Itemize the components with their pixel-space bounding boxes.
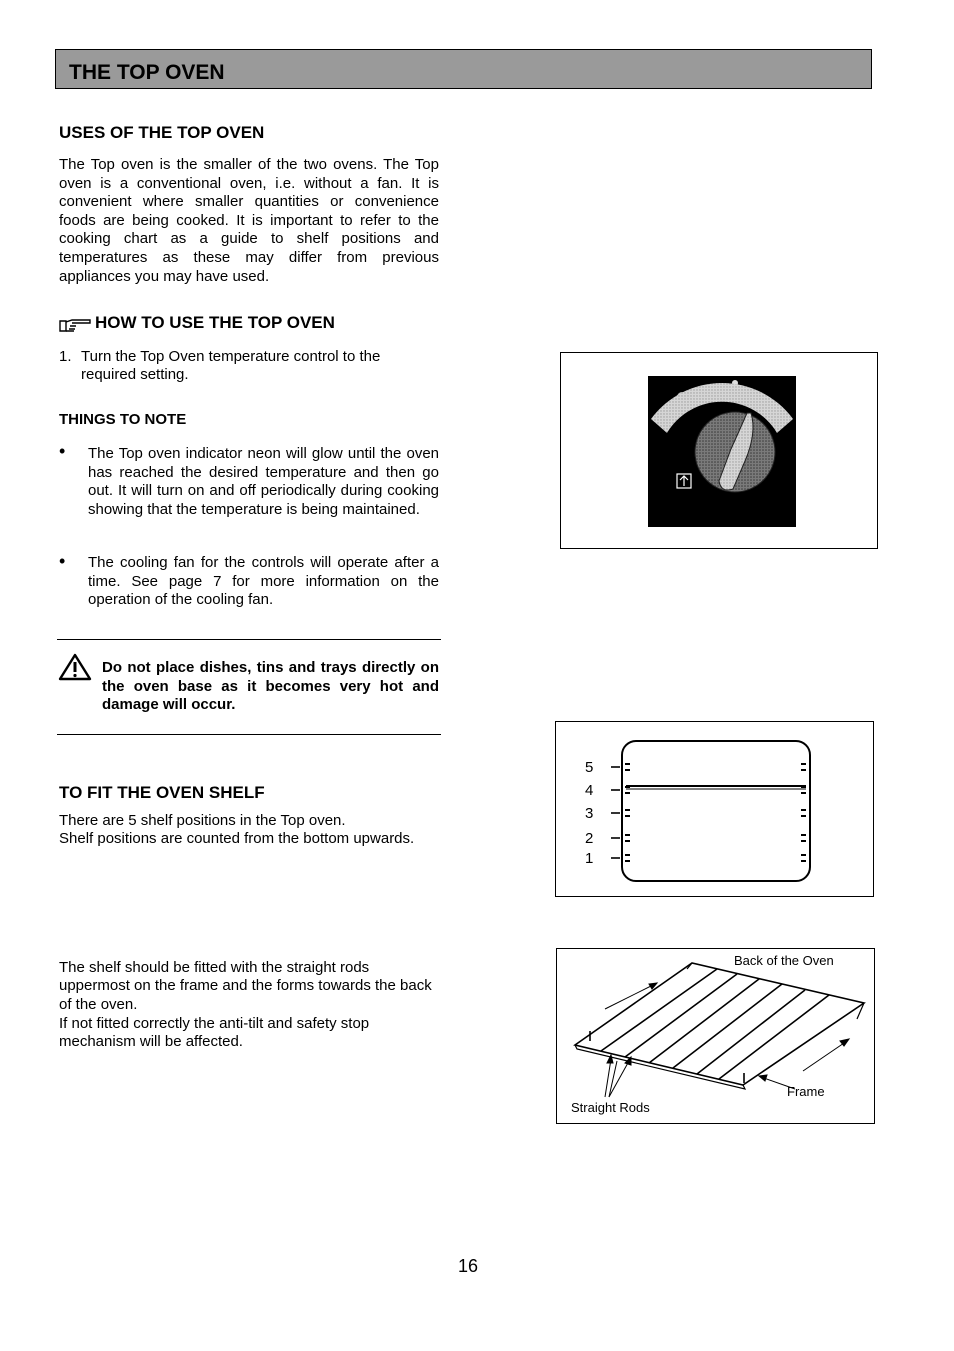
how-to-heading: HOW TO USE THE TOP OVEN bbox=[95, 313, 335, 332]
shelf-position-number: 3 bbox=[585, 805, 594, 822]
bullet-dot: • bbox=[59, 441, 66, 461]
shelf-positions-diagram bbox=[556, 722, 873, 896]
fit-shelf-heading: TO FIT THE OVEN SHELF bbox=[59, 783, 265, 802]
bullet-dot: • bbox=[59, 551, 66, 571]
control-knob-figure bbox=[560, 352, 878, 549]
shelf-fitting-body-2: If not fitted correctly the anti-tilt and safety stop mechanism will be affected. bbox=[59, 1015, 370, 1051]
frame-label: Frame bbox=[787, 1084, 825, 1099]
uses-heading: USES OF THE TOP OVEN bbox=[59, 123, 265, 142]
shelf-position-number: 5 bbox=[585, 759, 594, 776]
divider-top bbox=[57, 639, 441, 640]
shelf-position-number: 4 bbox=[585, 782, 594, 799]
warning-triangle-icon bbox=[58, 653, 92, 681]
uses-body: The Top oven is the smaller of the two ovens. The Top oven is a conventional oven, i.e. without a fan. It is convenient where smaller quantities or convenience foods are being cooked. It is important to refer to the cooking chart as a guide to shelf positions and temperatures as these may differ from previous appliances you may have used. bbox=[59, 156, 439, 285]
page-number: 16 bbox=[458, 1256, 479, 1276]
pointing-hand-icon bbox=[58, 315, 92, 333]
shelf-fitting-figure bbox=[556, 948, 875, 1124]
things-to-note-heading: THINGS TO NOTE bbox=[59, 411, 187, 428]
shelf-position-number: 2 bbox=[585, 830, 594, 847]
note-bullet-2: The cooling fan for the controls will operate after a time. See page 7 for more information on the operation of the cooling fan. bbox=[88, 554, 439, 609]
fit-shelf-line-1: There are 5 shelf positions in the Top oven. bbox=[59, 812, 346, 829]
fit-shelf-line-2: Shelf positions are counted from the bottom upwards. bbox=[59, 830, 415, 847]
oven-shelf-diagram bbox=[557, 949, 874, 1123]
shelf-position-number: 1 bbox=[585, 850, 594, 867]
top-oven-control-knob-icon bbox=[561, 353, 877, 548]
shelf-fitting-body: The shelf should be fitted with the straight rods uppermost on the frame and the forms towards the back of the oven. bbox=[59, 959, 432, 1013]
step-text: Turn the Top Oven temperature control to the required setting. bbox=[81, 348, 381, 384]
shelf-positions-figure bbox=[555, 721, 874, 897]
straight-rods-label: Straight Rods bbox=[571, 1100, 650, 1115]
page-title-bar bbox=[55, 49, 872, 89]
back-of-oven-label: Back of the Oven bbox=[734, 953, 834, 968]
page-title: THE TOP OVEN bbox=[69, 61, 225, 84]
divider-bottom bbox=[57, 734, 441, 735]
note-bullet-1: The Top oven indicator neon will glow until the oven has reached the desired temperature and then go out. It will turn on and off periodically during cooking showing that the temperature is being maintained. bbox=[88, 445, 439, 518]
warning-text: Do not place dishes, tins and trays directly on the oven base as it becomes very hot and damage will occur. bbox=[102, 659, 439, 714]
step-number: 1. bbox=[59, 348, 72, 365]
